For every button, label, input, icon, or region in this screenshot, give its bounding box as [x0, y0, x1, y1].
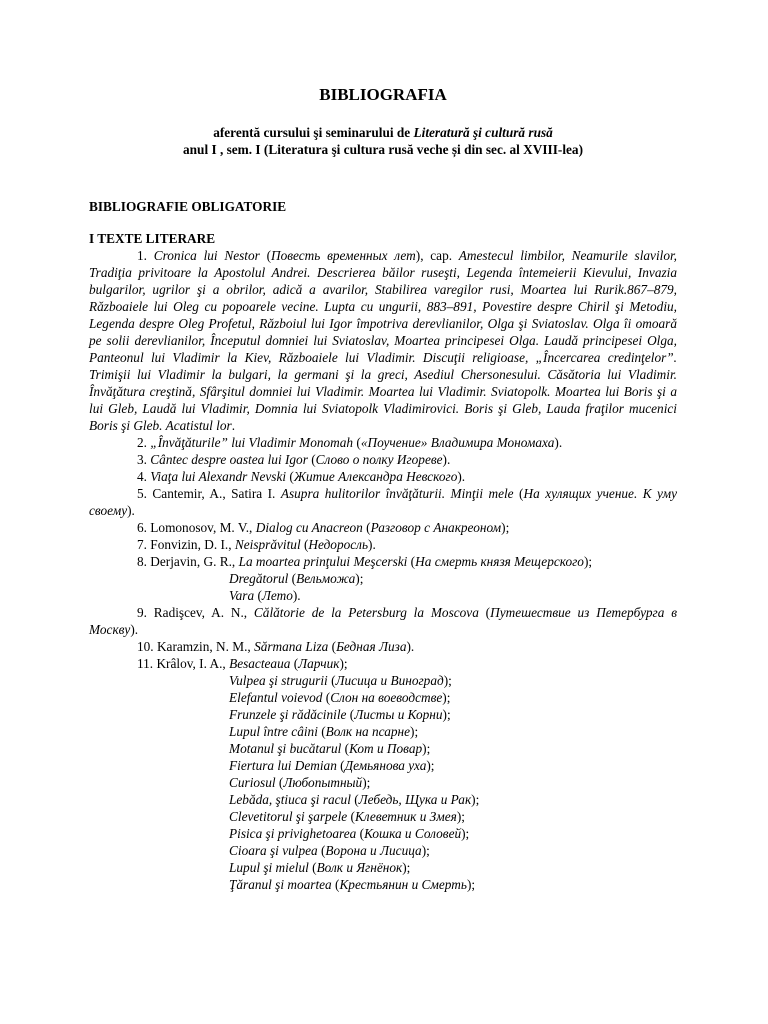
italic-text: Dialog cu Anacreon [255, 520, 363, 535]
text-segment: ( [254, 588, 262, 603]
bibliography-subitem [89, 842, 677, 859]
italic-text: Слово о полку Игореве [315, 452, 443, 467]
italic-text: Călătorie de la Petersburg la Moscova [253, 605, 479, 620]
italic-text: Besacteaua [229, 656, 291, 671]
italic-text: На хулящих учение. К уму своему [89, 486, 677, 518]
bibliography-subitem [89, 723, 677, 740]
italic-text: Ţăranul şi moartea [229, 877, 332, 892]
bibliography-subitem [89, 791, 677, 808]
text-segment: ); [471, 792, 480, 807]
italic-text: Fiertura lui Demian [229, 758, 337, 773]
text-segment: ); [426, 758, 435, 773]
italic-text: Лебедь, Щука и Рак [358, 792, 472, 807]
bibliography-item [89, 553, 677, 570]
text-segment: ( [353, 435, 361, 450]
text-segment: 3. [137, 452, 151, 467]
text-segment: ); [422, 741, 431, 756]
italic-text: Lupul şi mielul [229, 860, 309, 875]
text-segment: ); [339, 656, 348, 671]
text-segment: ). [406, 639, 415, 654]
text-segment: ( [307, 452, 316, 467]
text-segment: 2. [137, 435, 151, 450]
italic-text: Демьянова уха [344, 758, 427, 773]
text-segment: ); [355, 571, 364, 586]
text-segment: ); [456, 809, 465, 824]
text-segment: ( [407, 554, 416, 569]
italic-text: Vulpea şi strugurii [229, 673, 328, 688]
text-segment: ). [127, 503, 135, 518]
text-segment: . [231, 418, 236, 433]
text-segment: ( [308, 860, 317, 875]
text-segment: ); [461, 826, 470, 841]
text-segment: 7. Fonvizin, D. I., [137, 537, 235, 552]
italic-text: La moartea prinţului Meşcerski [238, 554, 408, 569]
text-segment: 9. Radişcev, A. N., [137, 605, 254, 620]
italic-text: Sărmana Liza [254, 639, 329, 654]
text-segment: ( [513, 486, 524, 501]
italic-text: Лето [261, 588, 293, 603]
text-segment: ( [290, 656, 299, 671]
italic-text: Недоросль [308, 537, 369, 552]
bibliography-subitem [89, 570, 677, 587]
italic-text: Любопытный [283, 775, 363, 790]
bibliography-item [89, 655, 677, 672]
italic-text: Слон на воеводстве [330, 690, 443, 705]
text-segment: 1. [137, 248, 154, 263]
italic-text: Разговор с Анакреоном [370, 520, 502, 535]
spacer [89, 158, 677, 198]
italic-text: Волк на псарне [325, 724, 411, 739]
italic-text: Asupra hulitorilor învăţăturii. Minţii mele [280, 486, 514, 501]
italic-text: Dregătorul [229, 571, 289, 586]
italic-text: Лисица и Виноград [335, 673, 444, 688]
text-segment: ( [347, 809, 355, 824]
subtitle-line-1 [89, 124, 677, 141]
italic-text: «Поучение» Владимира Мономаха [360, 435, 555, 450]
italic-text: Крестьянин и Смерть [339, 877, 467, 892]
text-segment: ( [317, 724, 326, 739]
italic-text: На смерть князя Мещерского [415, 554, 584, 569]
text-segment: 8. Derjavin, G. R., [137, 554, 239, 569]
italic-text: Viaţa lui Alexandr Nevski [150, 469, 287, 484]
text-segment: ); [583, 554, 593, 569]
text-segment: ( [322, 690, 331, 705]
text-segment: ). [442, 452, 451, 467]
text-segment: ( [328, 639, 337, 654]
italic-text: Ворона и Лисица [325, 843, 422, 858]
italic-text: Волк и Ягнёнок [316, 860, 403, 875]
subtitle-course-name: Literatură şi cultură rusă [413, 125, 553, 140]
text-segment: ). [130, 622, 139, 637]
text-segment: ( [317, 843, 326, 858]
bibliography-subitem [89, 757, 677, 774]
italic-text: Cronica lui Nestor [153, 248, 260, 263]
italic-text: Curiosul [229, 775, 276, 790]
text-segment: ( [331, 877, 340, 892]
italic-text: Clevetitorul şi şarpele [229, 809, 348, 824]
italic-text: Ларчик [298, 656, 340, 671]
bibliography-subitem [89, 587, 677, 604]
bibliography-subitem [89, 706, 677, 723]
bibliography-item [89, 536, 677, 553]
italic-text: Путешествие из Петербурга в Москву [89, 605, 677, 637]
italic-text: Vara [229, 588, 255, 603]
text-segment: 6. Lomonosov, M. V., [137, 520, 256, 535]
text-segment: 5. Cantemir, A., Satira I. [137, 486, 281, 501]
text-segment: ( [288, 571, 297, 586]
text-segment: ); [362, 775, 371, 790]
italic-text: Neisprăvitul [234, 537, 301, 552]
subsection-heading: I TEXTE LITERARE [89, 231, 216, 246]
document-content [89, 84, 677, 893]
text-segment: ( [350, 792, 359, 807]
italic-text: Pisica şi privighetoarea [229, 826, 357, 841]
text-segment: ( [259, 248, 272, 263]
italic-text: Elefantul voievod [229, 690, 323, 705]
text-segment: ). [368, 537, 376, 552]
bibliography-subitem [89, 859, 677, 876]
text-segment: ); [442, 707, 451, 722]
document-title: BIBLIOGRAFIA [319, 85, 447, 104]
text-segment: ( [286, 469, 294, 484]
bibliography-subitem [89, 825, 677, 842]
spacer [89, 215, 677, 230]
text-segment: ); [501, 520, 510, 535]
text-segment: ( [327, 673, 336, 688]
italic-text: Вельможа [296, 571, 356, 586]
text-segment: ); [442, 690, 451, 705]
italic-text: Frunzele şi rădăcinile [229, 707, 347, 722]
italic-text: Cântec despre oastea lui Igor [150, 452, 308, 467]
bibliography-subitem [89, 876, 677, 893]
italic-text: Кошка и Соловей [364, 826, 462, 841]
text-segment: 4. [137, 469, 151, 484]
subtitle-prefix: aferentă cursului şi seminarului de [213, 125, 414, 140]
text-segment: 10. Karamzin, N. M., [137, 639, 255, 654]
italic-text: Lebăda, ştiuca şi racul [229, 792, 351, 807]
text-segment: 11. Krâlov, I. A., [137, 656, 230, 671]
text-segment: ); [402, 860, 411, 875]
bibliography-item [89, 434, 677, 451]
text-segment: ( [341, 741, 350, 756]
section-heading: BIBLIOGRAFIE OBLIGATORIE [89, 199, 287, 214]
italic-text: Lupul între câini [229, 724, 318, 739]
bibliography-item [89, 638, 677, 655]
italic-text: Motanul şi bucătarul [229, 741, 342, 756]
bibliography-subitem [89, 740, 677, 757]
text-segment: ). [554, 435, 563, 450]
italic-text: Amestecul limbilor, Neamurile slavilor, Tradiţia privitoare la Apostolul Andrei. Descrierea băilor ruseşti, Legenda întemeierii Kievului, Invazia bulgarilor, ugrilor şi a obrilor, adică a avarilor, Stabilirea varegilor rusi, Moartea lui Rurik.867–879, Războaiele lui Oleg cu popoarele vecine. Lupta cu ungurii, 883–891, Povestire despre Chiril şi Metodiu, Legenda despre Oleg Profetul, Războiul lui Igor împotriva derevlianilor, Olga şi Sviatoslav. Olga îi omoară pe solii derevlianilor, Începutul domniei lui Sviatoslav, Moartea principesei Olga. Laudă principesei Olga, Panteonul lui Vladimir la Kiev, Războaiele lui Vladimir. Discuţii religioase, „Încercarea credinţelor”. Trimişii lui Vladimir la bulgari, la germani şi la greci, Asediul Chersonesului. Căsătoria lui Vladimir. Învăţătura creştină, Sfârşitul domniei lui Vladimir. Moartea lui Vladimir. Sviatopolk. Moartea lui Boris şi a lui Gleb, Laudă lui Vladimir, Domnia lui Sviatopolk Vladimirovici. Boris şi Gleb, Lauda fraţilor mucenici Boris şi Gleb. Acatistul lor [89, 248, 678, 433]
text-segment: ( [346, 707, 355, 722]
italic-text: Повесть временных лет [271, 248, 416, 263]
text-segment: ( [356, 826, 365, 841]
bibliography-list [89, 247, 677, 893]
bibliography-item [89, 468, 677, 485]
text-segment: ). [292, 588, 301, 603]
italic-text: Кот и Повар [349, 741, 423, 756]
text-segment: ( [275, 775, 284, 790]
text-segment: ); [410, 724, 419, 739]
bibliography-item [89, 485, 677, 519]
italic-text: Cioara şi vulpea [229, 843, 318, 858]
italic-text: Житие Александра Невского [293, 469, 458, 484]
italic-text: Листы и Корни [354, 707, 443, 722]
text-segment: ); [466, 877, 476, 892]
text-segment: ). [457, 469, 466, 484]
text-segment: ), cap. [415, 248, 459, 263]
italic-text: Бедная Лиза [336, 639, 407, 654]
subtitle-line-2: anul I , sem. I (Literatura şi cultura rusă veche și din sec. al XVIII-lea) [183, 142, 583, 157]
italic-text: Клеветник и Змея [354, 809, 457, 824]
text-segment: ); [443, 673, 452, 688]
text-segment: ( [478, 605, 491, 620]
bibliography-item [89, 247, 677, 434]
text-segment: ); [421, 843, 430, 858]
italic-text: „Învăţăturile” lui Vladimir Monomah [150, 435, 354, 450]
text-segment: ( [300, 537, 309, 552]
bibliography-subitem [89, 774, 677, 791]
text-segment: ( [336, 758, 345, 773]
bibliography-item [89, 519, 677, 536]
bibliography-item [89, 451, 677, 468]
bibliography-subitem [89, 808, 677, 825]
bibliography-subitem [89, 689, 677, 706]
text-segment: ( [362, 520, 371, 535]
bibliography-item [89, 604, 677, 638]
bibliography-subitem [89, 672, 677, 689]
